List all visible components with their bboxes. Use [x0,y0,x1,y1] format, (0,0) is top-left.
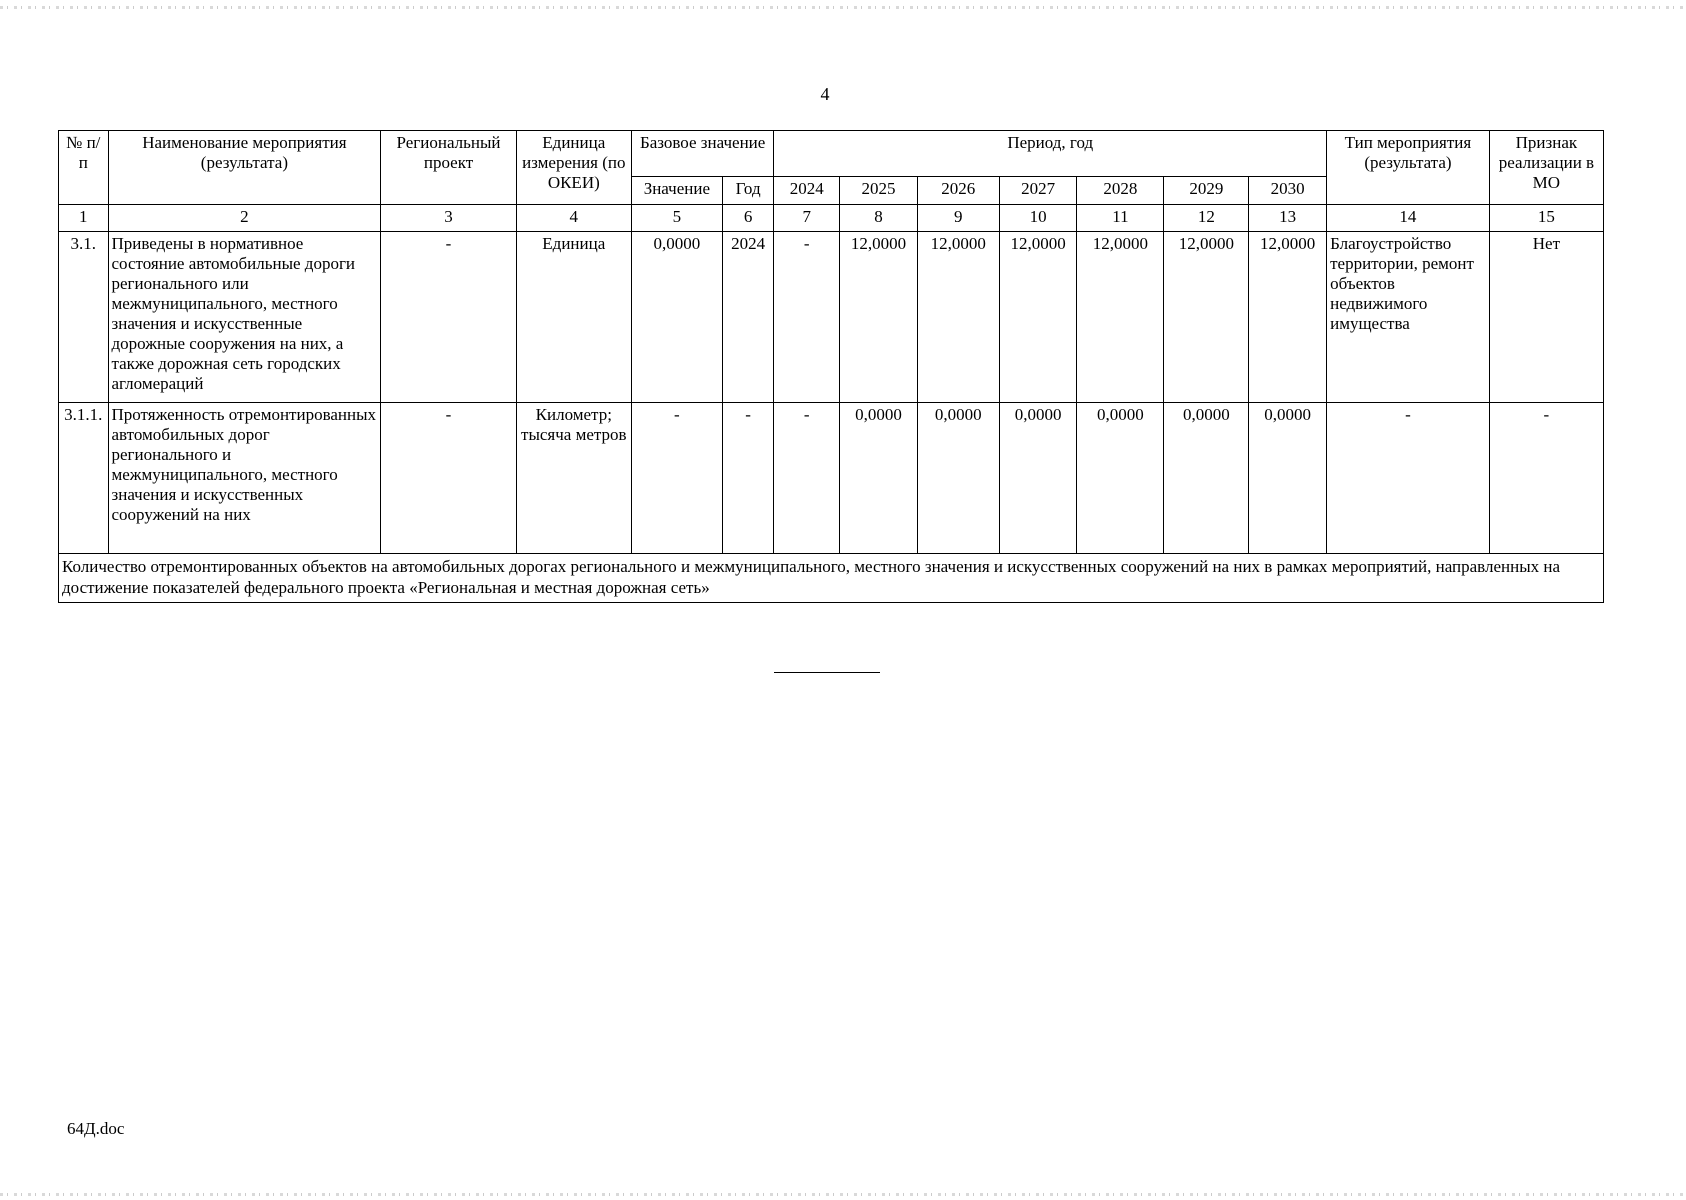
column-number: 11 [1077,205,1164,232]
column-number: 6 [722,205,774,232]
header-no: № п/п [59,131,109,205]
column-number: 7 [774,205,840,232]
header-year: 2026 [917,177,999,205]
row-year-value: 0,0000 [1077,403,1164,554]
header-base-value: Базовое значение [631,131,773,177]
row-year-value: 0,0000 [840,403,918,554]
column-number: 14 [1327,205,1490,232]
column-number: 13 [1249,205,1327,232]
row-year-value: 0,0000 [1249,403,1327,554]
row-year-value: - [774,232,840,403]
row-name: Приведены в нормативное состояние автомобильные дороги регионального или межмуниципального, местного значения и искусственные дорожные сооружения на них, а также дорожная сеть городских агломераций [108,232,381,403]
table-footer-row [59,554,1604,603]
row-year-value: 12,0000 [1164,232,1249,403]
row-no: 3.1. [59,232,109,403]
row-event-type: Благоустройство территории, ремонт объектов недвижимого имущества [1327,232,1490,403]
column-numbers-row [59,205,1604,232]
header-row [59,131,1604,177]
header-regional-project: Региональный проект [381,131,516,205]
header-base-value-value: Значение [631,177,722,205]
row-year-value: 12,0000 [840,232,918,403]
column-number: 5 [631,205,722,232]
table-row [59,232,1604,403]
row-year-value: 12,0000 [1249,232,1327,403]
header-event-type: Тип мероприятия (результата) [1327,131,1490,205]
column-number: 10 [999,205,1077,232]
row-year-value: 0,0000 [917,403,999,554]
header-mo-sign: Признак реализации в МО [1489,131,1603,205]
page-number: 4 [820,84,830,104]
header-period: Период, год [774,131,1327,177]
row-name: Протяженность отремонтированных автомобильных дорог регионального и межмуниципального, местного значения и искусственных сооружений на них [108,403,381,554]
header-name: Наименование мероприятия (результата) [108,131,381,205]
row-mo-sign: Нет [1489,232,1603,403]
end-divider [774,672,880,673]
footer-note: Количество отремонтированных объектов на автомобильных дорогах регионального и межмуниципального, местного значения и искусственных сооружений на них в рамках мероприятий, направленных на достижение показателей федерального проекта «Региональная и местная дорожная сеть» [59,554,1604,603]
header-unit: Единица измерения (по ОКЕИ) [516,131,631,205]
header-year: 2028 [1077,177,1164,205]
row-mo-sign: - [1489,403,1603,554]
column-number: 3 [381,205,516,232]
column-number: 2 [108,205,381,232]
row-base-value: 0,0000 [631,232,722,403]
header-year: 2025 [840,177,918,205]
column-number: 8 [840,205,918,232]
row-year-value: 12,0000 [999,232,1077,403]
row-base-year: - [722,403,774,554]
header-year: 2024 [774,177,840,205]
scan-edge-bottom [0,1193,1686,1196]
row-base-year: 2024 [722,232,774,403]
row-year-value: 0,0000 [999,403,1077,554]
row-event-type: - [1327,403,1490,554]
header-base-value-year: Год [722,177,774,205]
row-year-value: 0,0000 [1164,403,1249,554]
column-number: 4 [516,205,631,232]
row-no: 3.1.1. [59,403,109,554]
column-number: 12 [1164,205,1249,232]
document-filename: 64Д.doc [67,1119,125,1138]
header-year: 2029 [1164,177,1249,205]
row-base-value: - [631,403,722,554]
row-unit: Единица [516,232,631,403]
scan-edge-top [0,6,1686,9]
row-unit: Километр; тысяча метров [516,403,631,554]
header-year: 2027 [999,177,1077,205]
column-number: 15 [1489,205,1603,232]
column-number: 1 [59,205,109,232]
row-regional-project: - [381,403,516,554]
column-number: 9 [917,205,999,232]
row-year-value: 12,0000 [917,232,999,403]
header-year: 2030 [1249,177,1327,205]
row-regional-project: - [381,232,516,403]
table-row [59,403,1604,554]
row-year-value: - [774,403,840,554]
row-year-value: 12,0000 [1077,232,1164,403]
measures-table [58,130,1604,603]
